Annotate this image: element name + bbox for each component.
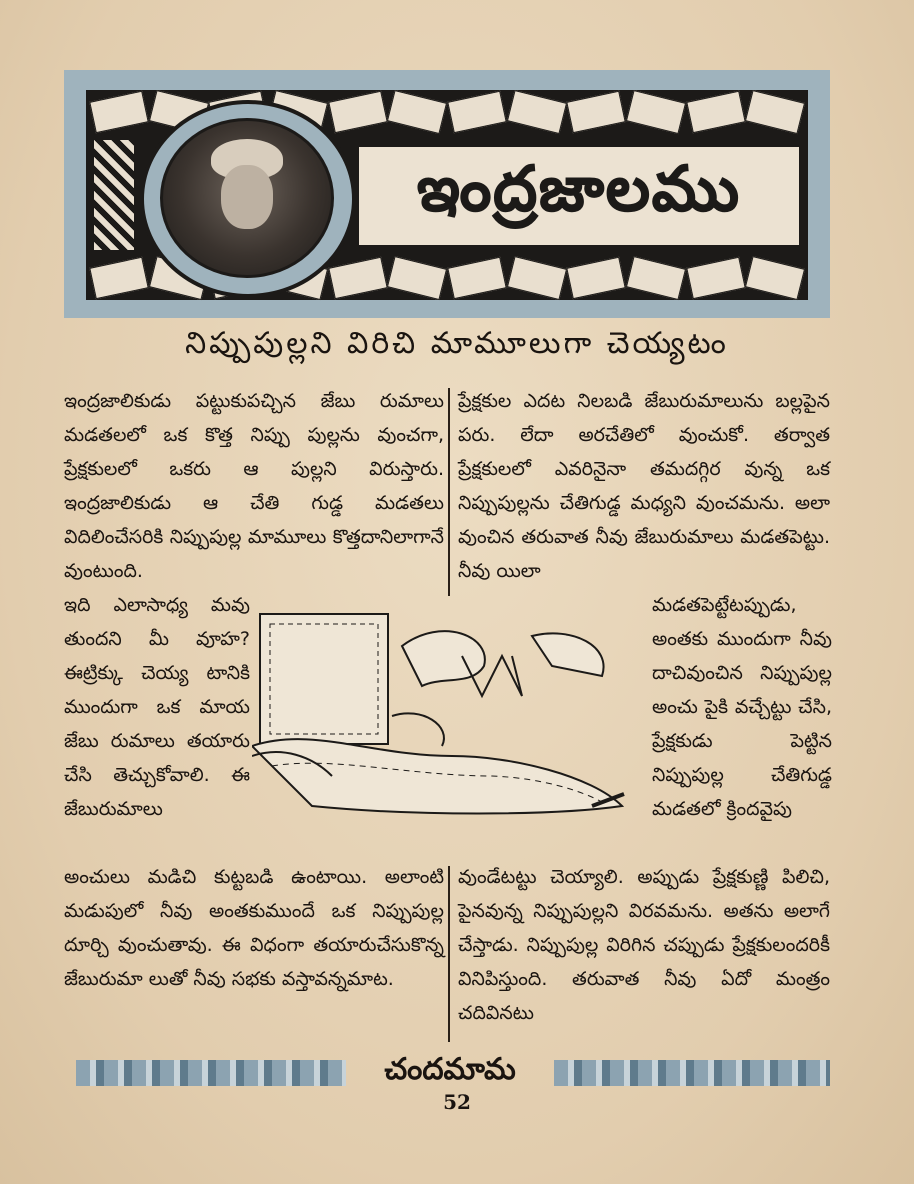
magazine-name: చందమామ [384,1052,516,1087]
article-column-right-mid [652,588,832,826]
footer-ornament-right [554,1060,830,1086]
header-banner [64,70,830,318]
paragraph: అంచులు మడిచి కుట్టబడి ఉంటాయి. అలాంటి మడుపులో నీవు అంతకుముందే ఒక నిప్పుపుల్ల దూర్చి వుంచుతావు. ఈ విధంగా తయారుచేసుకొన్న జేబురుమా లుతో నీవు సభకు వస్తావన్నమాట. [64,866,444,990]
magician-portrait-frame [140,100,356,298]
paragraph: ఇంద్రజాలికుడు పట్టుకుపచ్చిన జేబు రుమాలు మడతలలో ఒక కొత్త నిప్పు పుల్లను వుంచగా, ప్రేక్షకులలో ఒకరు ఆ పుల్లని విరుస్తారు. ఇంద్రజాలికుడు ఆ చేతి గుడ్డ మడతలు విదిలించేసరికి నిప్పుపుల్ల మామూలు కొత్తదానిలాగానే వుంటుంది. [64,390,444,582]
banner-frame [86,90,808,300]
handkerchief-illustration [252,606,640,830]
ornament-left [94,140,134,250]
title-panel [356,144,802,248]
footer-ornament-left [76,1060,346,1086]
article-column-left-bottom [64,860,444,996]
article-column-left-mid [64,588,250,826]
article-column-left-top [64,384,444,588]
page-number: 52 [443,1090,471,1114]
paragraph: ఇది ఎలాసాధ్య మవు తుందని మీ వూహ? ఈట్రిక్కు చెయ్య టానికి ముందుగా ఒక మాయ జేబు రుమాలు తయారు చేసి తెచ్చుకోవాలి. ఈ జేబురుమాలు [64,594,250,820]
paragraph: ప్రేక్షకుల ఎదట నిలబడి జేబురుమాలును బల్లపైన పరు. లేదా అరచేతిలో వుంచుకో. తర్వాత ప్రేక్షకులలో ఎవరినైనా తమదగ్గిర వున్న ఒక నిప్పుపుల్లను చేతిగుడ్డ మధ్యని వుంచమను. అలా వుంచిన తరువాత నీవు జేబురుమాలు మడతపెట్టు. నీవు యిలా [458,390,830,582]
face [221,165,273,229]
magician-portrait [160,118,334,278]
article-headline: నిప్పుపుల్లని విరిచి మామూలుగా చెయ్యటం [185,326,729,361]
paragraph: మడతపెట్టేటప్పుడు, అంతకు ముందుగా నీవు దాచివుంచిన నిప్పుపుల్ల అంచు పైకి వచ్చేట్టు చేసి, ప్రేక్షకుడు పెట్టిన నిప్పుపుల్ల చేతిగుడ్డ మడతలో క్రిందవైపు [652,594,832,820]
paragraph: వుండేటట్టు చెయ్యాలి. అప్పుడు ప్రేక్షకుణ్ణి పిలిచి, పైనవున్న నిప్పుపుల్లని విరవమను. అతను అలాగే చేస్తాడు. నిప్పుపుల్ల విరిగిన చప్పుడు ప్రేక్షకులందరికీ వినిపిస్తుంది. తరువాత నీవు ఏదో మంత్రం చదివినటు [458,866,830,1024]
article-column-right-top [458,384,830,588]
article-column-right-bottom [458,860,830,1030]
column-divider [448,388,450,596]
section-title: ఇంద్రజాలము [417,152,741,225]
column-divider [448,866,450,1042]
